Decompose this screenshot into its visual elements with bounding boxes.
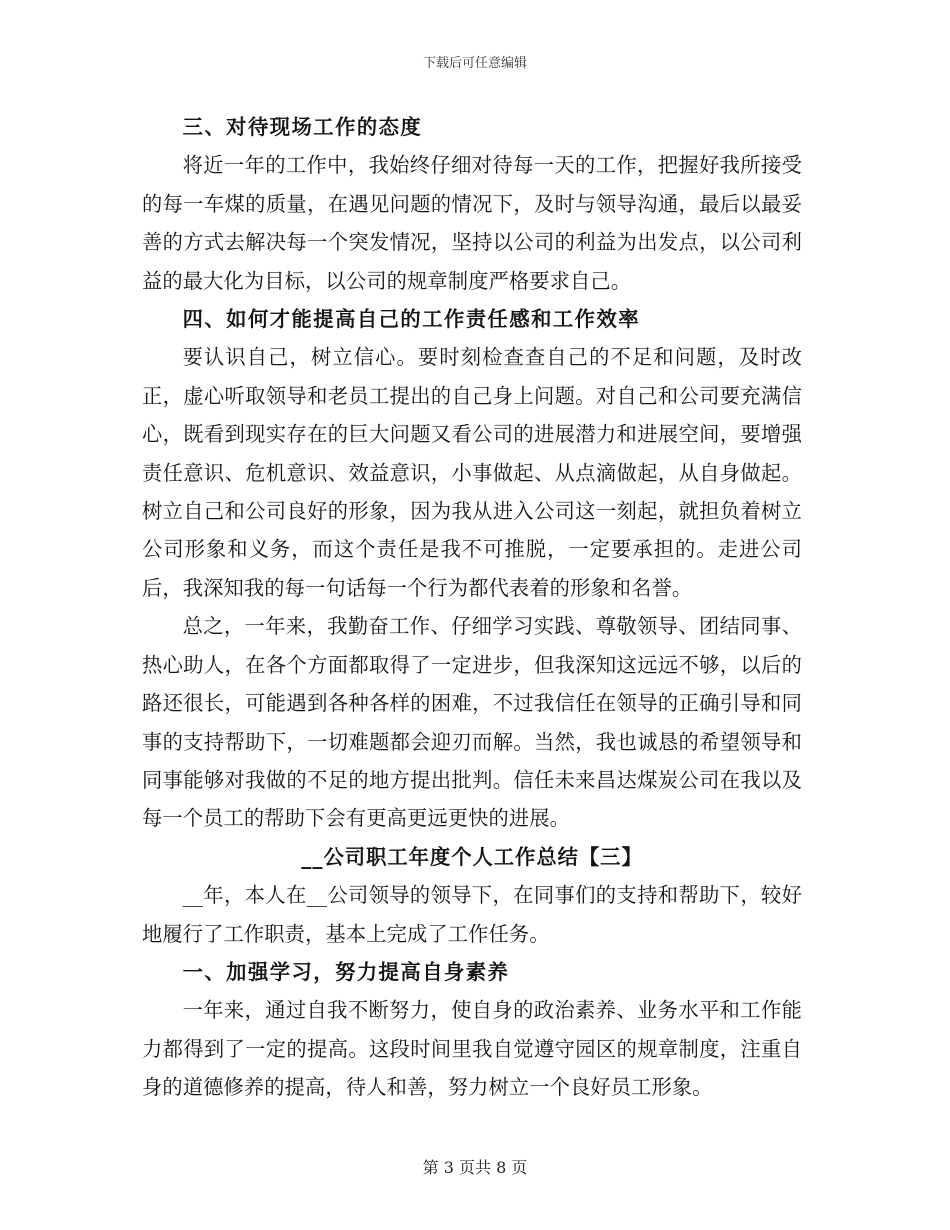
part-3-intro-paragraph: __年，本人在__公司领导的领导下，在同事们的支持和帮助下，较好地履行了工作职责，基本上完成了工作任务。 — [142, 883, 802, 946]
page-header-note: 下载后可任意编辑 — [422, 56, 527, 71]
section-4-heading: 四、如何才能提高自己的工作责任感和工作效率 — [182, 307, 641, 332]
summary-paragraph: 总之，一年来，我勤奋工作、仔细学习实践、尊敬领导、团结同事、热心助人，在各个方面都取得了一定进步，但我深知这远远不够，以后的路还很长，可能遇到各种各样的困难，不过我信任在领导的正确引导和同事的支持帮助下，一切难题都会迎刃而解。当然，我也诚恳的希望领导和同事能够对我做的不足的地方提出批判。信任未来昌达煤炭公司在我以及每一个员工的帮助下会有更高更远更快的进展。 — [142, 614, 802, 831]
section-3-paragraph: 将近一年的工作中，我始终仔细对待每一天的工作，把握好我所接受的每一车煤的质量，在遇见问题的情况下，及时与领导沟通，最后以最妥善的方式去解决每一个突发情况，坚持以公司的利益为出发点，以公司利益的最大化为目标，以公司的规章制度严格要求自己。 — [142, 153, 802, 293]
section-4-paragraph: 要认识自己，树立信心。要时刻检查查自己的不足和问题，及时改正，虚心听取领导和老员工提出的自己身上问题。对自己和公司要充满信心，既看到现实存在的巨大问题又看公司的进展潜力和进展空间，要增强责任意识、危机意识、效益意识，小事做起、从点滴做起，从自身做起。树立自己和公司良好的形象，因为我从进入公司这一刻起，就担负着树立公司形象和义务，而这个责任是我不可推脱，一定要承担的。走进公司后，我深知我的每一句话每一个行为都代表着的形象和名誉。 — [142, 345, 802, 600]
part-3-title: __公司职工年度个人工作总结【三】 — [301, 844, 643, 869]
page-number: 第 3 页共 8 页 — [422, 1158, 528, 1177]
part-3-section-1-heading: 一、加强学习，努力提高自身素养 — [182, 959, 510, 984]
section-3-heading: 三、对待现场工作的态度 — [182, 115, 423, 139]
document-body — [142, 108, 802, 1107]
part-3-section-1-paragraph: 一年来，通过自我不断努力，使自身的政治素养、业务水平和工作能力都得到了一定的提高。这段时间里我自觉遵守园区的规章制度，注重自身的道德修养的提高，待人和善，努力树立一个良好员工形象。 — [142, 998, 802, 1100]
